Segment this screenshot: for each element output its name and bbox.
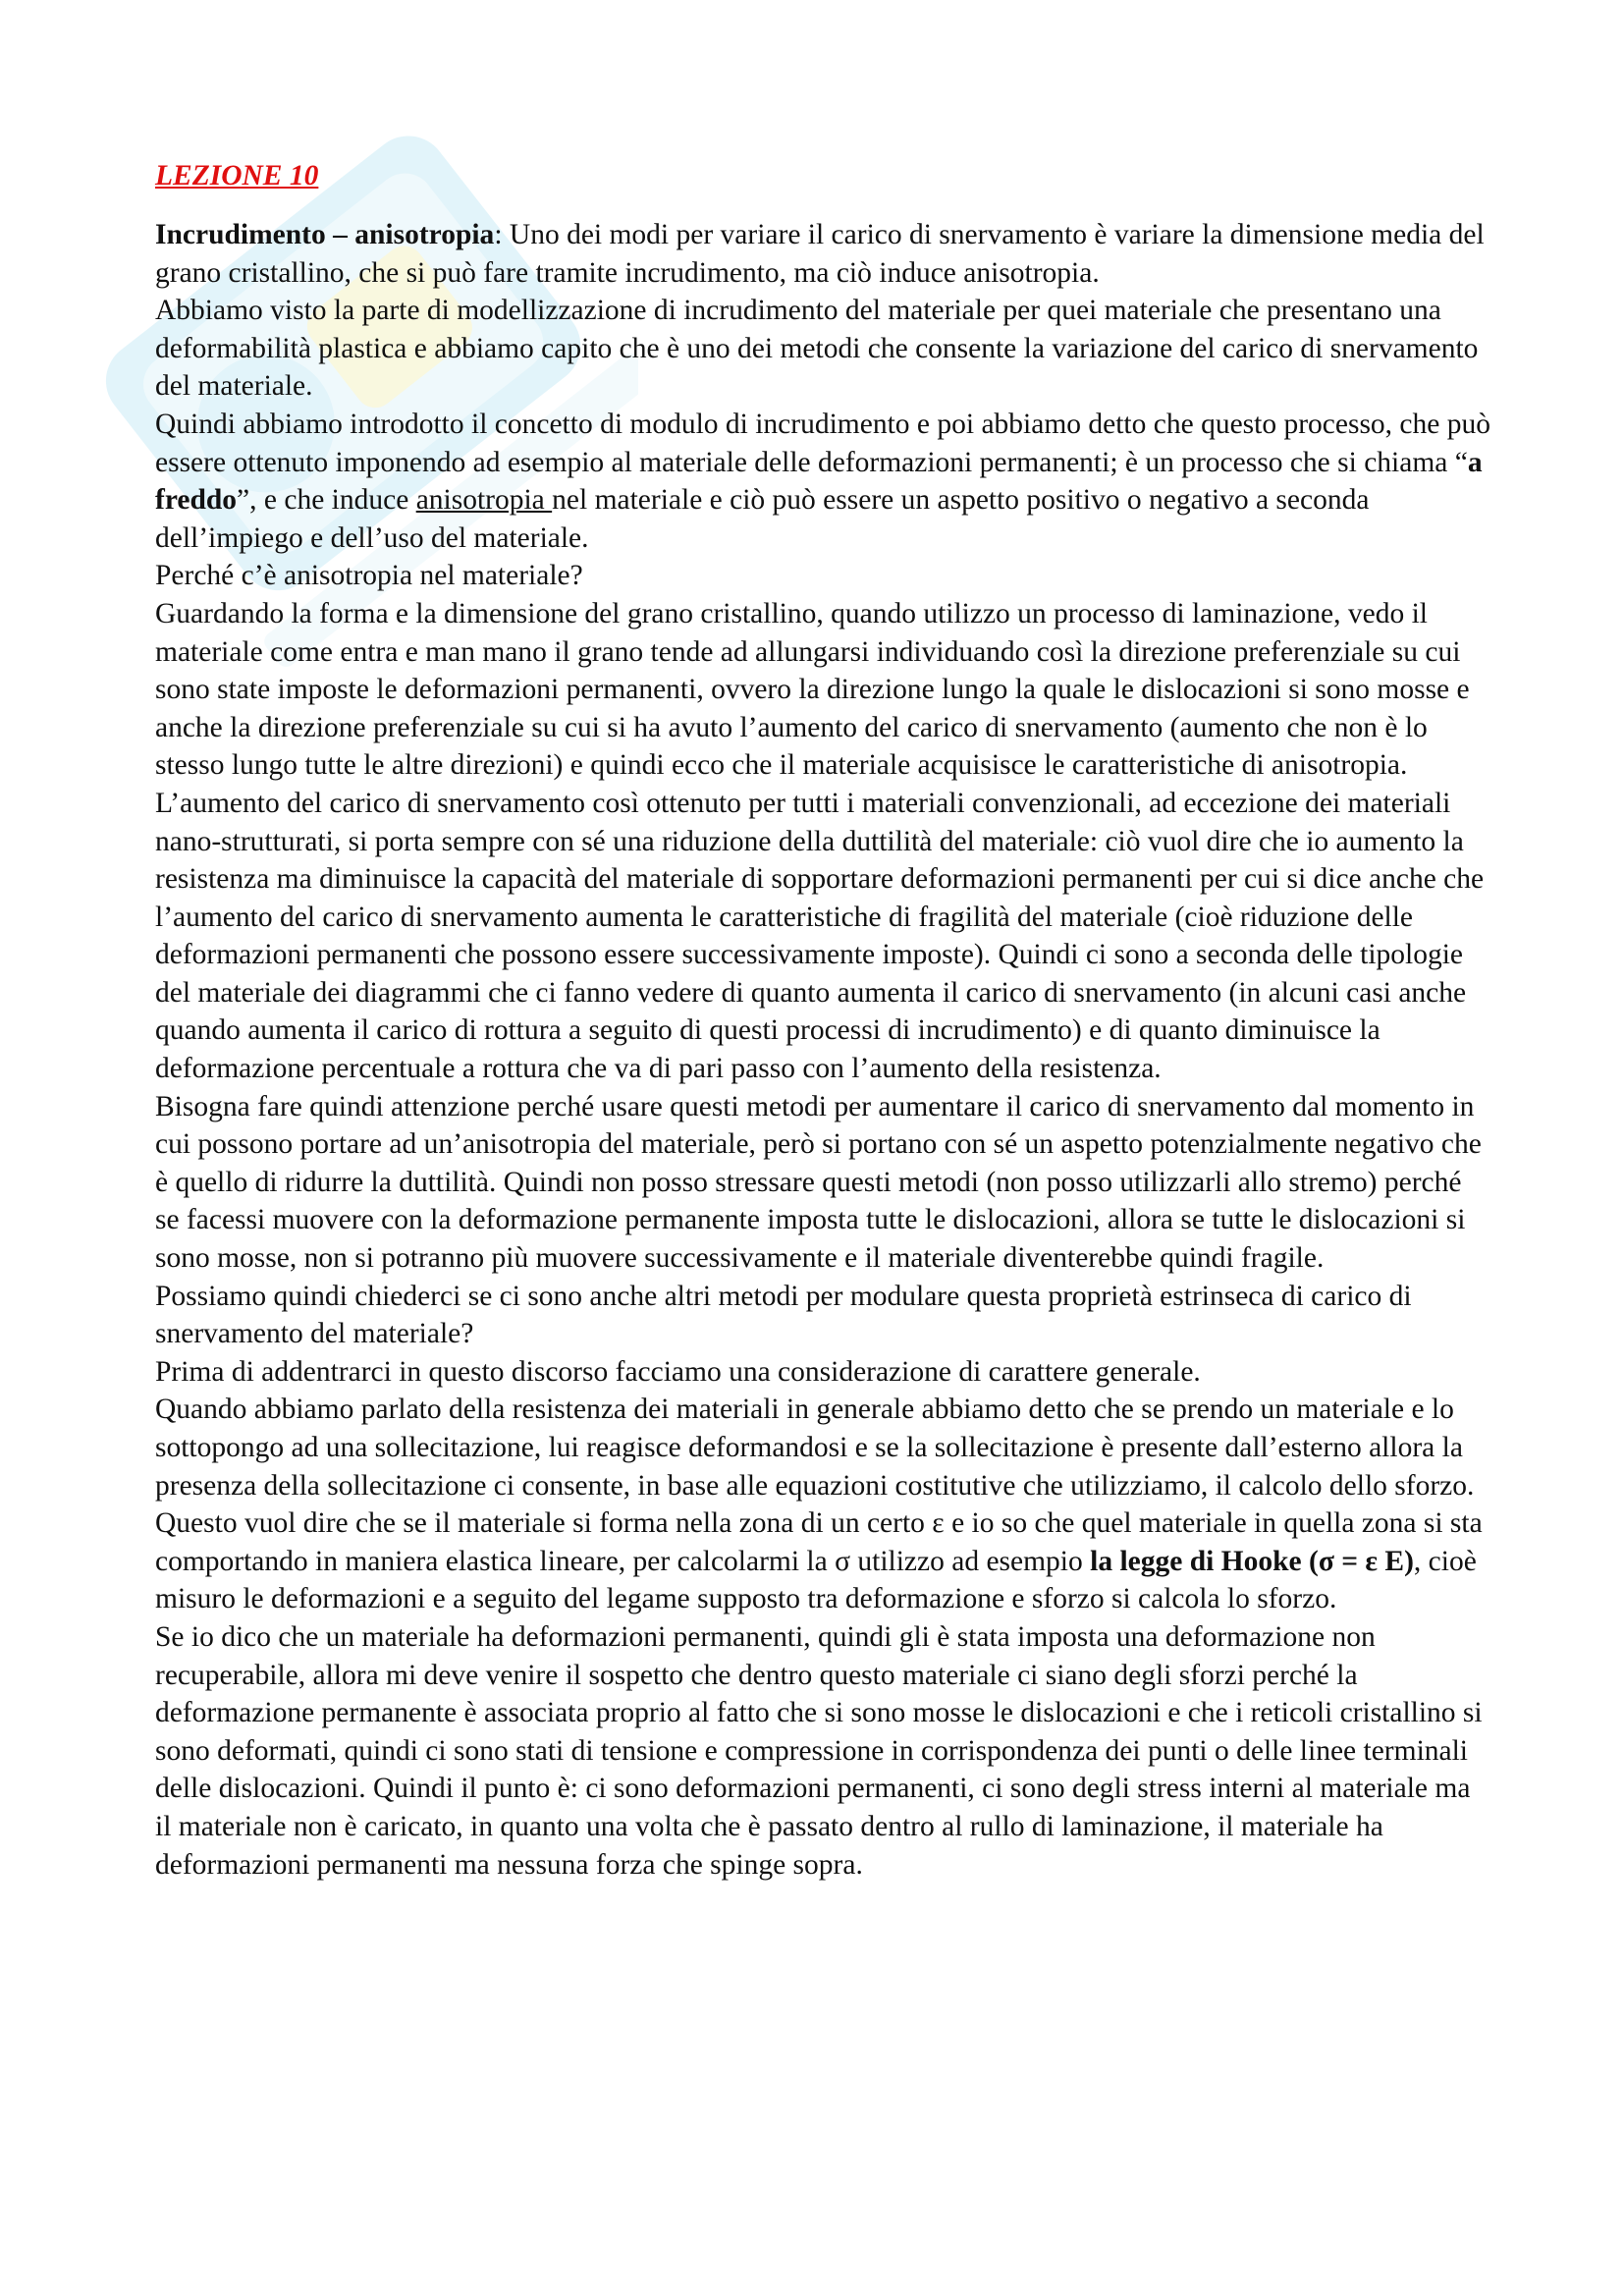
paragraph-10: Quando abbiamo parlato della resistenza dei materiali in generale abbiamo detto che se prendo un materiale e lo sottopongo ad una sollecitazione, lui reagisce deformandosi e se la sollecitazione è presente dall’esterno allora la presenza della sollecitazione ci consente, in base alle equazioni costitutive che utilizziamo, il calcolo dello sforzo. Questo vuol dire che se il materiale si forma nella zona di un certo ε e io so che quel materiale in quella zona si sta comportando in maniera elastica lineare, per calcolarmi la σ utilizzo ad esempio la legge di Hooke (σ = ε E), cioè misuro le deformazioni e a seguito del legame supposto tra deformazione e sforzo si calcola lo sforzo. [155, 1394, 1483, 1615]
paragraph-9: Prima di addentrarci in questo discorso facciamo una considerazione di carattere generale. [155, 1355, 1201, 1388]
paragraph-5: Guardando la forma e la dimensione del grano cristallino, quando utilizzo un processo di laminazione, vedo il materiale come entra e man mano il grano tende ad allungarsi individuando così la direzione preferenziale su cui sono state imposte le deformazioni permanenti, ovvero la direzione lungo la quale le dislocazioni si sono mosse e anche la direzione preferenziale su cui si ha avuto l’aumento del carico di snervamento (aumento che non è lo stesso lungo tutte le altre direzioni) e quindi ecco che il materiale acquisisce le caratteristiche di anisotropia. [155, 597, 1470, 782]
paragraph-8: Possiamo quindi chiederci se ci sono anche altri metodi per modulare questa proprietà estrinseca di carico di snervamento del materiale? [155, 1280, 1412, 1350]
paragraph-6: L’aumento del carico di snervamento così ottenuto per tutti i materiali convenzionali, ad eccezione dei materiali nano-strutturati, si porta sempre con sé una riduzione della duttilità del materiale: ciò vuol dire che io aumento la resistenza ma diminuisce la capacità del materiale di sopportare deformazioni permanenti per cui si dice anche che l’aumento del carico di snervamento aumenta le caratteristiche di fragilità del materiale (cioè riduzione delle deformazioni permanenti che possono essere successivamente imposte). Quindi ci sono a seconda delle tipologie del materiale dei diagrammi che ci fanno vedere di quanto aumenta il carico di snervamento (in alcuni casi anche quando aumenta il carico di rottura a seguito di questi processi di incrudimento) e di quanto diminuisce la deformazione percentuale a rottura che va di pari passo con l’aumento della resistenza. [155, 787, 1485, 1085]
paragraph-3: Quindi abbiamo introdotto il concetto di modulo di incrudimento e poi abbiamo detto che questo processo, che può essere ottenuto imponendo ad esempio al materiale delle deformazioni permanenti; è un processo che si chiama “a freddo”, e che induce anisotropia nel materiale e ciò può essere un aspetto positivo o negativo a seconda dell’impiego e dell’uso del materiale. [155, 408, 1490, 554]
paragraph-1: Incrudimento – anisotropia: Uno dei modi per variare il carico di snervamento è variare la dimensione media del grano cristallino, che si può fare tramite incrudimento, ma ciò induce anisotropia. [155, 219, 1485, 289]
term-a-freddo: a freddo [155, 446, 1483, 517]
paragraph-4: Perché c’è anisotropia nel materiale? [155, 560, 583, 592]
paragraph-2: Abbiamo visto la parte di modellizzazione di incrudimento del materiale per quei materiale che presentano una deformabilità plastica e abbiamo capito che è uno dei metodi che consente la variazione del carico di snervamento del materiale. [155, 295, 1479, 403]
paragraph-11: Se io dico che un materiale ha deformazioni permanenti, quindi gli è stata imposta una deformazione non recuperabile, allora mi deve venire il sospetto che dentro questo materiale ci siano degli sforzi perché la deformazione permanente è associata proprio al fatto che si sono mosse le dislocazioni e che i reticoli cristallino si sono deformati, quindi ci sono stati di tensione e compressione in corrispondenza dei punti o delle linee terminali delle dislocazioni. Quindi il punto è: ci sono deformazioni permanenti, ci sono degli stress interni al materiale ma il materiale non è caricato, in quanto una volta che è passato dentro al rullo di laminazione, il materiale ha deformazioni permanenti ma nessuna forza che spinge sopra. [155, 1620, 1483, 1881]
term-legge-di-hooke: la legge di Hooke (σ = ε E) [1090, 1545, 1414, 1577]
lesson-heading: LEZIONE 10 [155, 160, 319, 191]
document-page [155, 157, 1490, 1884]
paragraph-7: Bisogna fare quindi attenzione perché usare questi metodi per aumentare il carico di snervamento dal momento in cui possono portare ad un’anisotropia del materiale, però si portano con sé un aspetto potenzialmente negativo che è quello di ridurre la duttilità. Quindi non posso stressare questi metodi (non posso utilizzarli allo stremo) perché se facessi muovere con la deformazione permanente imposta tutte le dislocazioni, allora se tutte le dislocazioni si sono mosse, non si potranno più muovere successivamente e il materiale diventerebbe quindi fragile. [155, 1090, 1482, 1275]
term-incrudimento-anisotropia: Incrudimento – anisotropia [155, 219, 495, 250]
term-anisotropia: anisotropia [415, 484, 553, 517]
